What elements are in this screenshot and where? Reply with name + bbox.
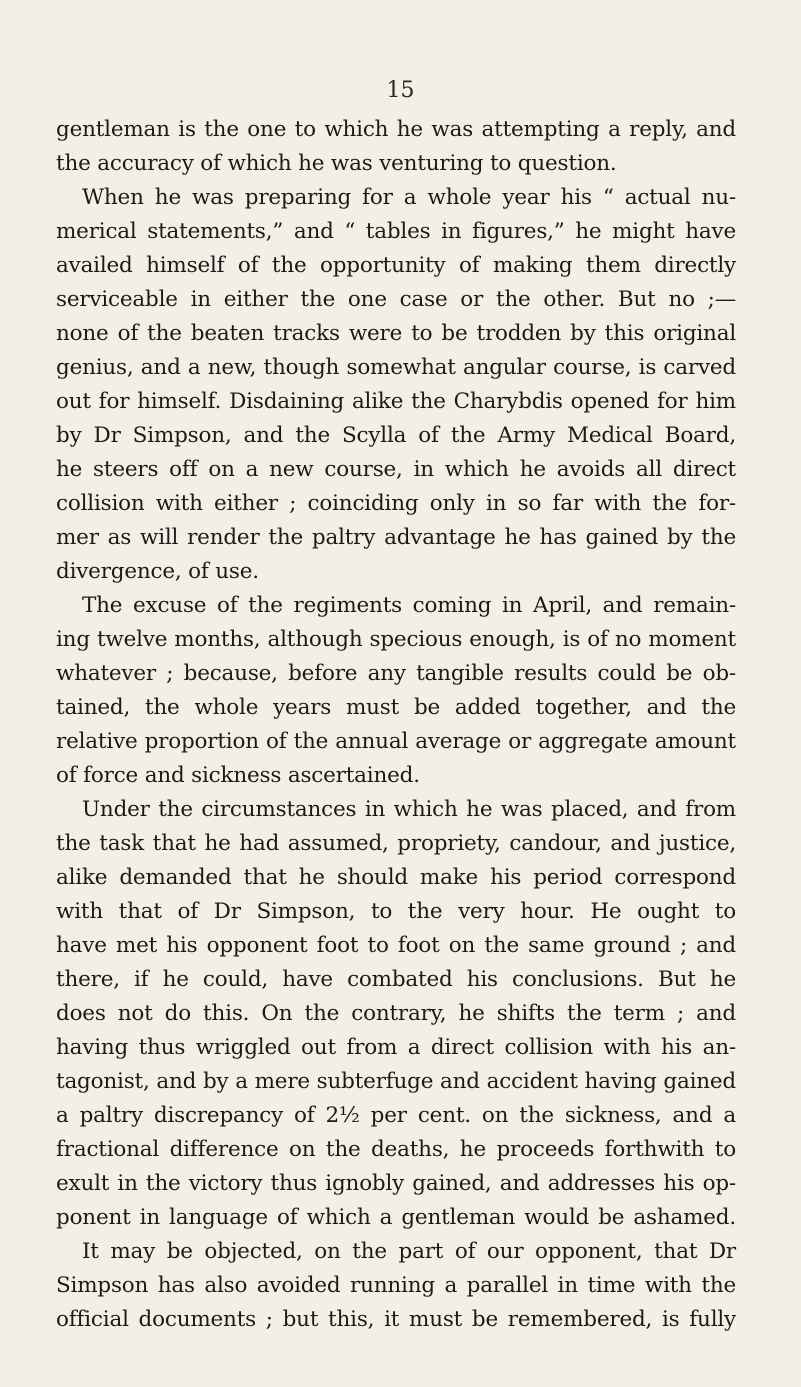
text-line: having thus wriggled out from a direct collision with his an- [56, 1035, 736, 1060]
text-line: whatever ; because, before any tangible results could be ob- [56, 661, 736, 686]
text-line: Simpson has also avoided running a parallel in time with the [56, 1273, 736, 1298]
text-line: exult in the victory thus ignobly gained, and addresses his op- [56, 1171, 736, 1196]
text-line: of force and sickness ascertained. [56, 763, 420, 788]
text-line: ing twelve months, although specious enough, is of no moment [56, 627, 736, 652]
text-line: mer as will render the paltry advantage he has gained by the [56, 525, 736, 550]
text-line: alike demanded that he should make his period correspond [56, 865, 736, 890]
text-line: with that of Dr Simpson, to the very hour. He ought to [56, 899, 736, 924]
text-line: tained, the whole years must be added together, and the [56, 695, 736, 720]
text-line: out for himself. Disdaining alike the Charybdis opened for him [56, 389, 736, 414]
text-line: Under the circumstances in which he was placed, and from [82, 797, 736, 822]
text-line: by Dr Simpson, and the Scylla of the Army Medical Board, [56, 423, 736, 448]
text-line: divergence, of use. [56, 559, 259, 584]
text-line: ponent in language of which a gentleman would be ashamed. [56, 1205, 736, 1230]
text-line: fractional difference on the deaths, he proceeds forthwith to [56, 1137, 736, 1162]
text-line: tagonist, and by a mere subterfuge and accident having gained [56, 1069, 736, 1094]
text-line: When he was preparing for a whole year his “ actual nu- [82, 185, 736, 210]
text-line: merical statements,” and “ tables in figures,” he might have [56, 219, 736, 244]
text-line: collision with either ; coinciding only in so far with the for- [56, 491, 736, 516]
text-line: official documents ; but this, it must be remembered, is fully [56, 1307, 736, 1332]
text-line: none of the beaten tracks were to be trodden by this original [56, 321, 736, 346]
text-line: availed himself of the opportunity of making them directly [56, 253, 736, 278]
text-line: relative proportion of the annual average or aggregate amount [56, 729, 736, 754]
text-line: a paltry discrepancy of 2½ per cent. on the sickness, and a [56, 1103, 736, 1128]
text-line: the task that he had assumed, propriety, candour, and justice, [56, 831, 736, 856]
text-line: there, if he could, have combated his conclusions. But he [56, 967, 736, 992]
text-line: It may be objected, on the part of our opponent, that Dr [82, 1239, 736, 1264]
text-line: he steers off on a new course, in which he avoids all direct [56, 457, 736, 482]
text-line: have met his opponent foot to foot on the same ground ; and [56, 933, 736, 958]
text-line: serviceable in either the one case or the other. But no ;— [56, 287, 736, 312]
page-number: 15 [386, 78, 415, 103]
text-line: The excuse of the regiments coming in April, and remain- [82, 593, 736, 618]
text-line: genius, and a new, though somewhat angular course, is carved [56, 355, 736, 380]
text-line: does not do this. On the contrary, he shifts the term ; and [56, 1001, 736, 1026]
text-line: gentleman is the one to which he was attempting a reply, and [56, 117, 736, 142]
text-line: the accuracy of which he was venturing to question. [56, 151, 617, 176]
